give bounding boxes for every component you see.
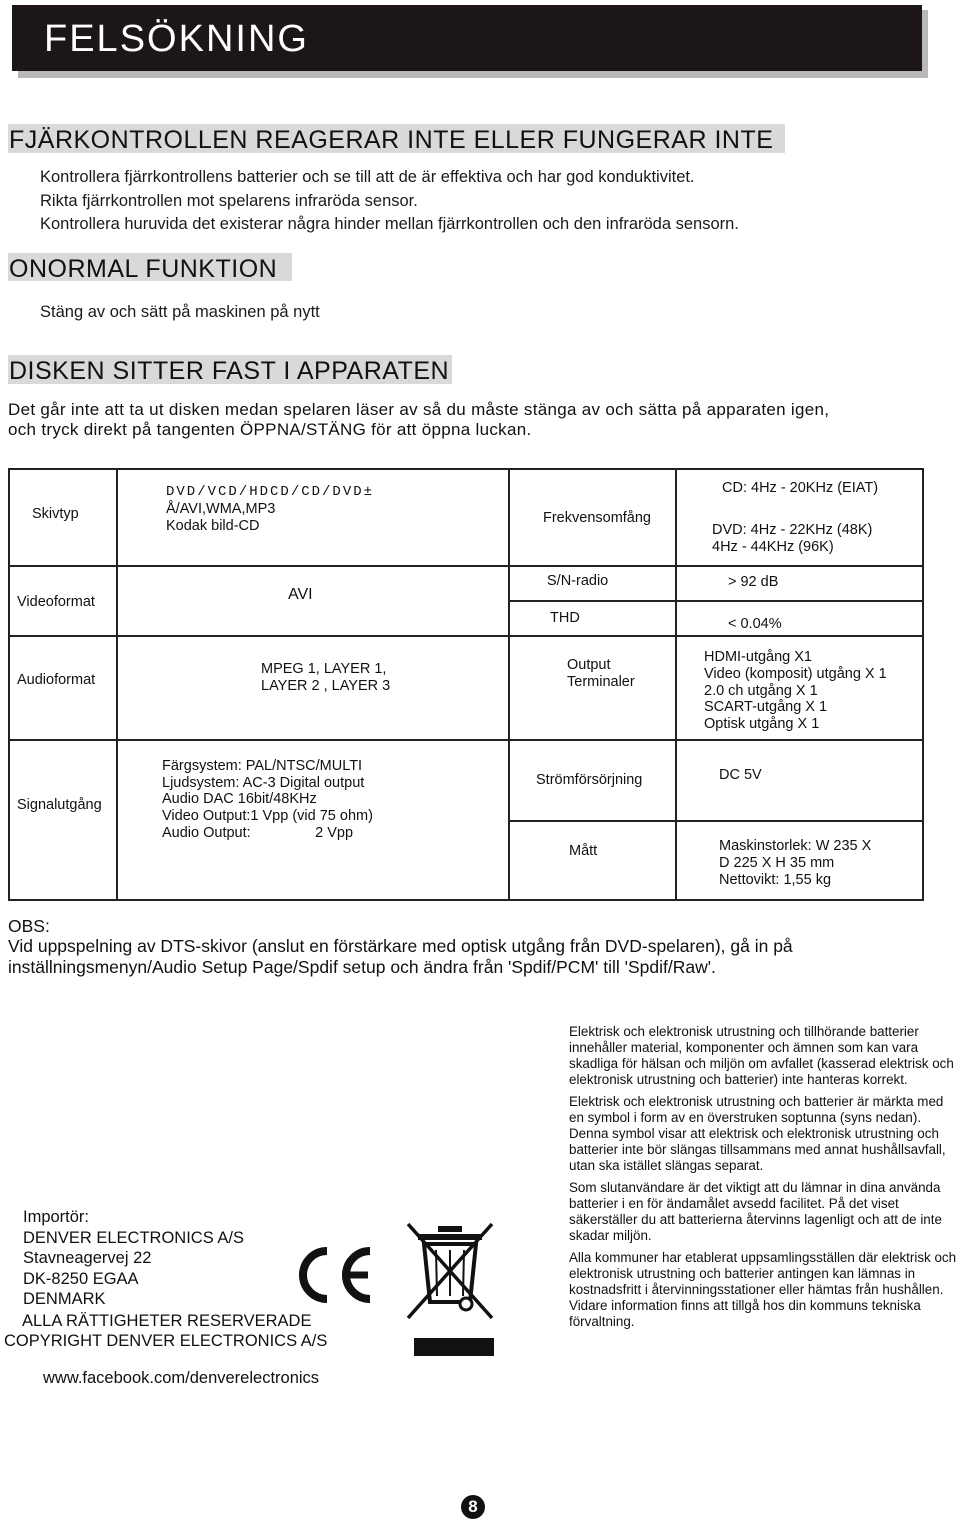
weee-paragraph-3: Som slutanvändare är det viktigt att du lämnar in dina använda batterier i en för ändamålet avsedd facilitet. På det viset säkerställer du att batterierna återvinns lagenligt och att de inte skadar miljön. xyxy=(569,1180,942,1243)
ce-mark-icon xyxy=(290,1245,374,1305)
section-heading-abnormal: ONORMAL FUNKTION xyxy=(9,255,278,283)
importer-line-3: Stavneagervej 22 xyxy=(23,1249,152,1267)
output-terminals-value-5: Optisk utgång X 1 xyxy=(704,716,820,732)
power-label: Strömförsörjning xyxy=(536,772,643,788)
importer-line-2: DENVER ELECTRONICS A/S xyxy=(23,1229,244,1247)
dimensions-value-1: Maskinstorlek: W 235 X xyxy=(719,838,872,854)
output-terminals-label-1: Output xyxy=(567,657,611,673)
dimensions-value-2: D 225 X H 35 mm xyxy=(719,855,835,871)
sn-ratio-value: > 92 dB xyxy=(728,574,779,590)
output-terminals-value-2: Video (komposit) utgång X 1 xyxy=(704,666,887,682)
section-heading-remote: FJÄRKONTROLLEN REAGERAR INTE ELLER FUNGERAR INTE xyxy=(9,126,774,154)
video-format-value: AVI xyxy=(288,586,313,603)
spec-table xyxy=(8,468,924,901)
weee-paragraph-1: Elektrisk och elektronisk utrustning och tillhörande batterier innehåller material, komponenter och ämnen som kan vara skadliga för hälsan och miljön om avfallet (kasserad elektrisk och elektronisk utrustning och batterier) inte hanteras korrekt. xyxy=(569,1024,954,1087)
frequency-range-label: Frekvensomfång xyxy=(543,510,651,526)
disc-type-value-3: Kodak bild-CD xyxy=(166,518,260,534)
disc-type-value-2: Å/AVI,WMA,MP3 xyxy=(166,501,276,517)
rights-line-2: COPYRIGHT DENVER ELECTRONICS A/S xyxy=(4,1332,328,1350)
disc-type-label: Skivtyp xyxy=(32,506,79,522)
output-terminals-value-3: 2.0 ch utgång X 1 xyxy=(704,683,818,699)
remote-line-2: Rikta fjärrkontrollen mot spelarens infraröda sensor. xyxy=(40,192,418,210)
video-format-label: Videoformat xyxy=(17,594,95,610)
note-line-1: Vid uppspelning av DTS-skivor (anslut en förstärkare med optisk utgång från DVD-spelaren), gå in på xyxy=(8,936,793,956)
crossed-out-wheelie-bin-icon xyxy=(404,1220,496,1358)
signal-output-value-2: Ljudsystem: AC-3 Digital output xyxy=(162,775,365,791)
remote-line-1: Kontrollera fjärrkontrollens batterier och se till att de är effektiva och har god konduktivitet. xyxy=(40,168,695,186)
power-value: DC 5V xyxy=(719,767,762,783)
audio-format-value-2: LAYER 2 , LAYER 3 xyxy=(261,678,391,694)
frequency-dvd-value-2: 4Hz - 44KHz (96K) xyxy=(712,539,834,555)
output-terminals-value-4: SCART-utgång X 1 xyxy=(704,699,828,715)
disc-type-value-1: DVD/VCD/HDCD/CD/DVD± xyxy=(166,484,375,500)
signal-output-label: Signalutgång xyxy=(17,797,102,813)
weee-paragraph-4: Alla kommuner har etablerat uppsamlingsställen där elektrisk och elektronisk utrustning och batterier antingen kan lämnas in kostnadsfritt i återvinningsstationer eller hämtas från hushållen. Vidare information finns att tillgå hos din kommuns tekniska förvaltning. xyxy=(569,1250,957,1329)
note-title: OBS: xyxy=(8,916,50,936)
importer-line-1: Importör: xyxy=(23,1208,90,1226)
sn-ratio-label: S/N-radio xyxy=(547,573,609,589)
thd-label: THD xyxy=(550,610,580,626)
weee-info xyxy=(569,1024,960,1336)
rights-line-1: ALLA RÄTTIGHETER RESERVERADE xyxy=(22,1312,312,1330)
signal-output-value-4: Video Output:1 Vpp (vid 75 ohm) xyxy=(162,808,373,824)
signal-output-value-1: Färgsystem: PAL/NTSC/MULTI xyxy=(162,758,363,774)
dimensions-label: Mått xyxy=(569,843,598,859)
signal-output-value-3: Audio DAC 16bit/48KHz xyxy=(162,791,317,807)
page-number: 8 xyxy=(461,1495,485,1519)
importer-line-5: DENMARK xyxy=(23,1290,106,1308)
remote-line-3: Kontrollera huruvida det existerar några hinder mellan fjärrkontrollen och den infraröda sensorn. xyxy=(40,215,739,233)
disc-stuck-line-1: Det går inte att ta ut disken medan spelaren läser av så du måste stänga av och sätta på apparaten igen, xyxy=(8,400,830,419)
audio-format-value-1: MPEG 1, LAYER 1, xyxy=(261,661,387,677)
note-line-2: inställningsmenyn/Audio Setup Page/Spdif setup och ändra från 'Spdif/PCM' till 'Spdif/Raw'. xyxy=(8,957,716,977)
page-title: FELSÖKNING xyxy=(44,18,309,60)
audio-format-label: Audioformat xyxy=(17,672,96,688)
output-terminals-label-2: Terminaler xyxy=(567,674,635,690)
dimensions-value-3: Nettovikt: 1,55 kg xyxy=(719,872,832,888)
disc-stuck-line-2: och tryck direkt på tangenten ÖPPNA/STÄNG för att öppna luckan. xyxy=(8,420,532,439)
frequency-dvd-value-1: DVD: 4Hz - 22KHz (48K) xyxy=(712,522,873,538)
section-heading-disc-stuck: DISKEN SITTER FAST I APPARATEN xyxy=(9,357,450,385)
frequency-cd-value: CD: 4Hz - 20KHz (EIAT) xyxy=(722,480,879,496)
importer-line-4: DK-8250 EGAA xyxy=(23,1270,139,1288)
website-link[interactable]: www.facebook.com/denverelectronics xyxy=(43,1369,320,1387)
abnormal-line-1: Stäng av och sätt på maskinen på nytt xyxy=(40,303,320,321)
weee-paragraph-2: Elektrisk och elektronisk utrustning och batterier är märkta med en symbol i form av en överstruken soptunna (syns nedan). Denna symbol visar att elektrisk och elektronisk utrustning och batterier inte bör slängas tillsammans med annat hushållsavfall, utan ska istället slängas separat. xyxy=(569,1094,946,1173)
thd-value: < 0.04% xyxy=(728,616,782,632)
signal-output-value-5: Audio Output: 2 Vpp xyxy=(162,825,354,841)
output-terminals-value-1: HDMI-utgång X1 xyxy=(704,649,812,665)
